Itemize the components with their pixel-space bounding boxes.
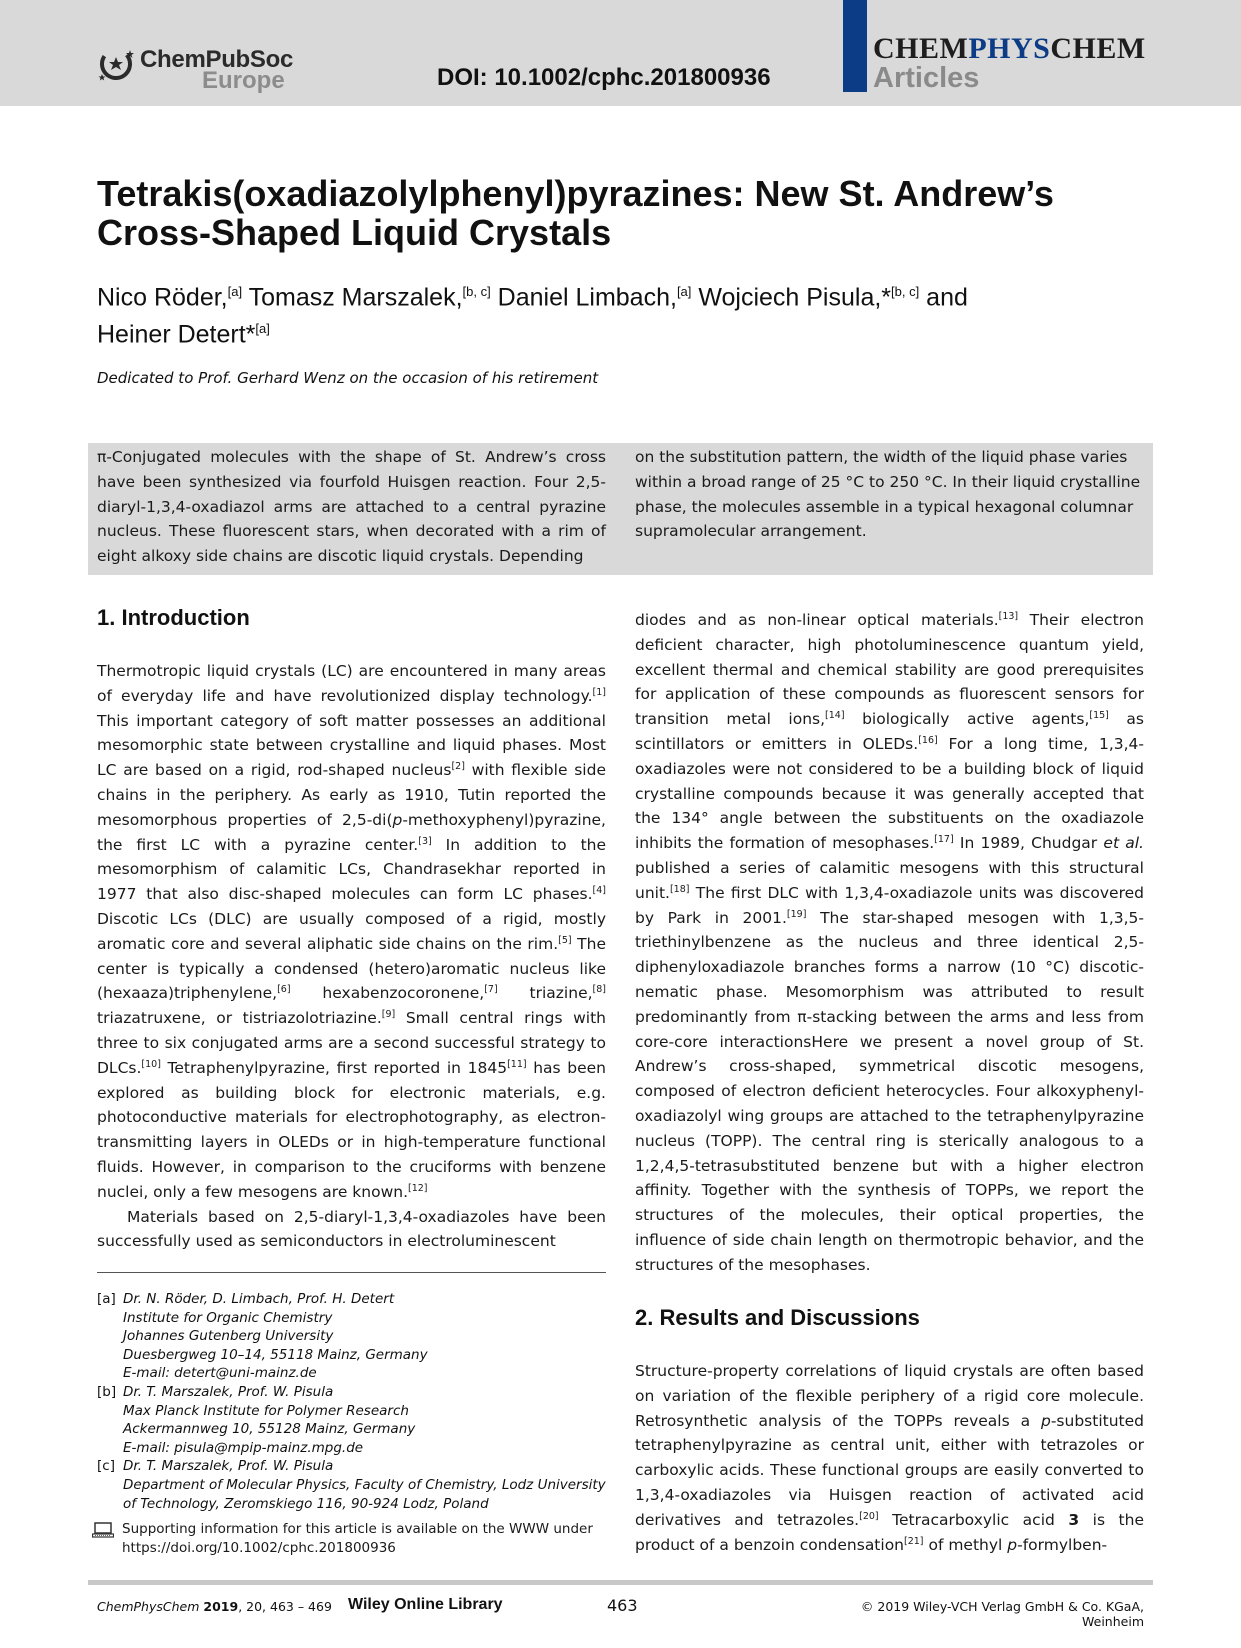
citation	[97, 1599, 332, 1614]
citation-ref: [3]	[418, 835, 432, 847]
citation-ref: [13]	[998, 610, 1019, 622]
citation-ref: [18]	[669, 883, 690, 895]
intro-right-column	[635, 608, 1144, 1278]
citation-ref: [21]	[904, 1535, 924, 1547]
text-run: In 1989, Chudgar	[953, 834, 1104, 853]
author-affiliation-mark: [a]	[255, 321, 270, 337]
citation-ref: [1]	[592, 686, 606, 698]
journal-title	[873, 32, 1146, 66]
text-run: The first DLC with 1,3,4-oxadiazole units was discovered by Park in 2001.	[635, 883, 1144, 927]
results-heading: 2. Results and Discussions	[635, 1305, 920, 1330]
footnote-line: Max Planck Institute for Polymer Research	[123, 1402, 409, 1419]
computer-icon	[92, 1522, 114, 1538]
author-name: Nico Röder,	[97, 283, 228, 312]
supporting-info-note	[92, 1520, 607, 1557]
journal-title-part-accent: PHYS	[968, 32, 1051, 65]
citation-ref: [20]	[859, 1510, 879, 1522]
footnote-line: E-mail: detert@uni-mainz.de	[123, 1365, 317, 1382]
journal-title-part: CHEM	[873, 32, 969, 65]
citation-ref: [7]	[484, 984, 498, 996]
footnote-line: Dr. T. Marszalek, Prof. W. Pisula	[123, 1458, 334, 1475]
text-run: triazine,	[497, 984, 593, 1003]
compound-number: 3	[1068, 1510, 1080, 1529]
citation-ref: [8]	[592, 984, 606, 996]
text-run: Discotic LCs (DLC) are usually composed of a rigid, mostly aromatic core and several aliphatic side chains on the rim.	[97, 909, 606, 953]
citation-ref: [5]	[558, 934, 572, 946]
italic-text: et al.	[1103, 834, 1144, 853]
citation-ref: [9]	[381, 1009, 396, 1020]
text-run: Their electron deficient character, high photoluminescence quantum yield, excellent thermal and chemical stability are good prerequisites for application of these compounds as fluorescent sensors for transition metal ions,	[635, 611, 1144, 729]
text-run: The center is typically a condensed (hetero)aromatic nucleus like (hexaaza)triphenylene,	[97, 934, 606, 1003]
accent-bar	[843, 0, 867, 92]
footer-journal: ChemPhysChem	[97, 1599, 200, 1614]
copyright-notice: © 2019 Wiley-VCH Verlag GmbH & Co. KGaA, Weinheim	[860, 1599, 1144, 1629]
intro-left-column	[97, 659, 606, 1254]
italic-text: p	[1041, 1411, 1051, 1430]
affiliation-footnote	[97, 1383, 607, 1457]
affiliation-footnote	[97, 1290, 607, 1383]
text-run: has been explored as building block for electronic materials, e.g. photoconductive materials for electrophotography, as electron-transmitting layers in OLEDs or in high-temperature functional fluids. However, in comparison to the cruciforms with benzene nuclei, only a few mesogens are known.	[97, 1058, 606, 1201]
paragraph	[635, 608, 1144, 1278]
footnote-line: E-mail: pisula@mpip-mainz.mpg.de	[123, 1439, 364, 1456]
text-run: Tetracarboxylic acid	[878, 1510, 1069, 1529]
abstract-left-column: π-Conjugated molecules with the shape of St. Andrew’s cross have been synthesized via fourfold Huisgen reaction. Four 2,5-diaryl-1,3,4-oxadiazol arms are attached to a central pyrazine nucleus. These fluorescent stars, when decorated with a rim of eight alkoxy side chains are discotic liquid crystals. Depending	[97, 448, 606, 566]
citation-ref: [2]	[451, 761, 465, 773]
footnote-line: Institute for Organic Chemistry	[123, 1309, 333, 1326]
text-run: published a series of calamitic mesogens with this structural unit.	[635, 858, 1144, 902]
author-name: Tomasz Marszalek,	[242, 283, 463, 312]
text-run: -substituted tetraphenylpyrazine as central unit, either with tetrazoles or carboxylic acids. These functional groups are easily converted to 1,3,4-oxadiazoles via Huisgen reaction of activated acid derivatives and tetrazoles.	[635, 1411, 1144, 1529]
text-run: -formylben-	[1017, 1535, 1108, 1554]
italic-text: p	[1007, 1535, 1018, 1554]
dedication: Dedicated to Prof. Gerhard Wenz on the occasion of his retirement	[97, 369, 599, 387]
journal-header	[0, 0, 1241, 106]
results-column	[635, 1359, 1144, 1557]
footer-year: 2019	[203, 1599, 239, 1614]
citation-ref: [14]	[825, 710, 845, 722]
author-name: Wojciech Pisula,*	[691, 283, 892, 312]
footnote-divider	[97, 1272, 606, 1273]
affiliation-footnote	[97, 1457, 607, 1513]
footnote-line: Dr. N. Röder, D. Limbach, Prof. H. Detert	[123, 1291, 395, 1307]
footnote-label: [a]	[97, 1291, 116, 1307]
footnote-line: Dr. T. Marszalek, Prof. W. Pisula	[123, 1383, 334, 1400]
footnote-line: Duesbergweg 10–14, 55118 Mainz, Germany	[123, 1346, 428, 1363]
citation-ref: [15]	[1089, 710, 1109, 722]
article-title: Tetrakis(oxadiazolylphenyl)pyrazines: New St. Andrew’s Cross-Shaped Liquid Crystals	[97, 173, 1054, 253]
text-run: hexabenzocoronene,	[290, 984, 485, 1003]
footnote-line: Ackermannweg 10, 55128 Mainz, Germany	[123, 1421, 416, 1438]
publisher-subname: Europe	[202, 67, 285, 94]
doi-link[interactable]: DOI: 10.1002/cphc.201800936	[437, 64, 771, 91]
author-list	[97, 276, 997, 351]
citation-ref: [12]	[408, 1182, 428, 1194]
citation-ref: [16]	[918, 734, 938, 746]
text-run: This important category of soft matter possesses an additional mesomorphic state between crystalline and liquid phases. Most LC are based on a rigid, rod-shaped nucleus	[97, 711, 606, 780]
text-run: diodes and as non-linear optical materials.	[635, 611, 999, 629]
footnote-line: Department of Molecular Physics, Faculty of Chemistry, Lodz University of Technology, Zeromskiego 116, 90-924 Lodz, Poland	[123, 1476, 606, 1512]
footer-rule	[88, 1580, 1153, 1585]
paragraph	[635, 1359, 1144, 1557]
author-affiliation-mark: [a]	[676, 284, 692, 299]
intro-heading: 1. Introduction	[97, 605, 250, 630]
text-run: For a long time, 1,3,4-oxadiazoles were not considered to be a building block of liquid crystalline compounds because it was generally accepted that the 134° angle between the substituents on the oxadiazole inhibits the formation of mesophases.	[635, 734, 1144, 853]
footer-volume-pages: , 20, 463 – 469	[238, 1599, 332, 1614]
citation-ref: [4]	[592, 885, 606, 897]
text-run: Materials based on 2,5-diaryl-1,3,4-oxadiazoles have been successfully used as semiconductors in electroluminescent	[97, 1207, 606, 1251]
text-run: is the product of a benzoin condensation	[635, 1510, 1144, 1554]
citation-ref: [17]	[934, 834, 954, 846]
text-run: Structure-property correlations of liquid crystals are often based on variation of the flexible periphery of a rigid core molecule. Retrosynthetic analysis of the TOPPs reveals a	[635, 1362, 1144, 1430]
paragraph	[97, 659, 606, 1205]
citation-ref: [10]	[141, 1058, 161, 1070]
text-run: triazatruxene, or tistriazolotriazine.	[97, 1009, 382, 1028]
citation-ref: [19]	[786, 908, 807, 920]
author-name: and Heiner Detert*	[97, 283, 968, 349]
text-run: of methyl	[923, 1535, 1008, 1554]
footnote-label: [b]	[97, 1383, 117, 1400]
paragraph	[97, 1205, 606, 1255]
author-affiliation-mark: [b, c]	[462, 284, 491, 299]
author-affiliation-mark: [b, c]	[891, 284, 920, 299]
text-run: Tetraphenylpyrazine, first reported in 1845	[160, 1058, 508, 1077]
text-run: -methoxyphenyl)pyrazine, the first LC with a pyrazine center.	[97, 810, 606, 854]
affiliation-footnotes	[97, 1290, 607, 1513]
footnote-line: Johannes Gutenberg University	[123, 1328, 334, 1345]
text-run: biologically active agents,	[844, 710, 1090, 729]
text-run: as scintillators or emitters in OLEDs.	[635, 710, 1144, 753]
publisher-name: ChemPubSoc	[140, 46, 294, 73]
text-run: Thermotropic liquid crystals (LC) are encountered in many areas of everyday life and have revolutionized display technology.	[97, 662, 606, 705]
wiley-online-library-link[interactable]: Wiley Online Library	[348, 1596, 503, 1613]
footnote-label: [c]	[97, 1458, 115, 1475]
text-run: In addition to the mesomorphism of calamitic LCs, Chandrasekhar reported in 1977 that also disc-shaped molecules can form LC phases.	[97, 835, 607, 904]
text-run: The star-shaped mesogen with 1,3,5-triethinylbenzene as the nucleus and three identical 2,5-diphenyloxadiazole branches forms a narrow (10 °C) discotic-nematic phase. Mesomorphism was attributed to result predominantly from π-stacking between the arms and less from core-core interactionsHere we present a novel group of St. Andrew’s cross-shaped, symmetrical discotic mesogens, composed of electron deficient heterocycles. Four alkoxyphenyl-oxadiazolyl wing groups are attached to the tetraphenylpyrazine nucleus (TOPP). The central ring is sterically analogous to a 1,2,4,5-tetrasubstituted benzene but with a higher electron affinity. Together with the synthesis of TOPPs, we report the structures of the molecules, their optical properties, the influence of side chain length on thermotropic behavior, and the structures of the mesophases.	[635, 908, 1144, 1274]
abstract-right-column: on the substitution pattern, the width of the liquid phase varies within a broad range of 25 °C to 250 °C. In their liquid crystalline phase, the molecules assemble in a typical hexagonal columnar supramolecular arrangement.	[635, 448, 1141, 541]
text-run: with flexible side chains in the periphery. As early as 1910, Tutin reported the mesomorphous properties of 2,5-di(	[97, 761, 606, 829]
author-affiliation-mark: [a]	[227, 284, 243, 299]
author-name: Daniel Limbach,	[490, 283, 677, 312]
citation-ref: [11]	[507, 1058, 527, 1070]
citation-ref: [6]	[277, 984, 291, 996]
page-number: 463	[607, 1596, 638, 1615]
section-label: Articles	[873, 62, 980, 94]
text-run: Small central rings with three to six conjugated arms are a second successful strategy to DLCs.	[97, 1009, 606, 1077]
chempubsoc-logo-icon	[96, 44, 136, 84]
journal-title-part: CHEM	[1050, 32, 1146, 65]
supporting-info-text[interactable]: Supporting information for this article is available on the WWW under https://doi.org/10.1002/cphc.201800936	[122, 1521, 593, 1556]
italic-text: p	[392, 810, 403, 829]
